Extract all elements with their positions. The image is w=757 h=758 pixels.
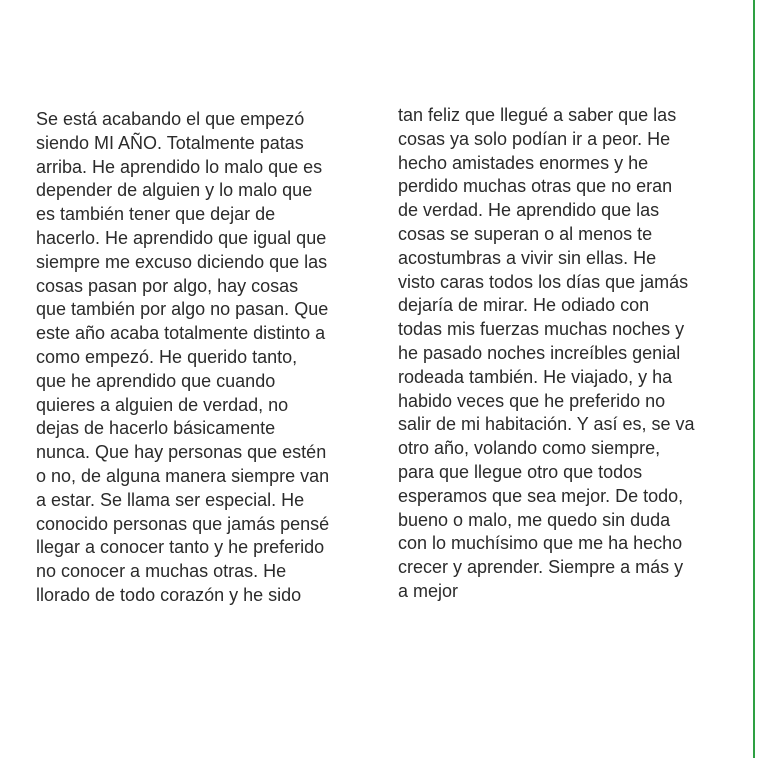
text-line: salir de mi habitación. Y así es, se va	[398, 414, 695, 435]
text-line: tan feliz que llegué a saber que las	[398, 105, 677, 125]
text-line: conocido personas que jamás pensé	[36, 513, 330, 534]
text-line: a estar. Se llama ser especial. He	[36, 489, 305, 510]
text-line: arriba. He aprendido lo malo que es	[36, 156, 323, 177]
text-line: dejas de hacerlo básicamente	[36, 418, 276, 439]
text-line: no conocer a muchas otras. He	[36, 561, 287, 582]
text-line: cosas pasan por algo, hay cosas	[36, 275, 299, 296]
text-line: cosas ya solo podían ir a peor. He	[398, 128, 671, 149]
text-line: bueno o malo, me quedo sin duda	[398, 509, 671, 530]
text-line: a mejor	[398, 580, 459, 601]
text-line: visto caras todos los días que jamás	[398, 271, 689, 292]
text-line: con lo muchísimo que me ha hecho	[398, 533, 683, 554]
text-line: esperamos que sea mejor. De todo,	[398, 485, 684, 506]
text-line: siendo MI AÑO. Totalmente patas	[36, 132, 304, 153]
text-line: rodeada también. He viajado, y ha	[398, 366, 673, 387]
text-line: nunca. Que hay personas que estén	[36, 442, 327, 463]
text-line: como empezó. He querido tanto,	[36, 346, 298, 367]
text-line: depender de alguien y lo malo que	[36, 180, 313, 201]
text-line: para que llegue otro que todos	[398, 461, 643, 482]
left-text-column	[36, 108, 386, 608]
text-line: crecer y aprender. Siempre a más y	[398, 557, 684, 578]
text-line: siempre me excuso diciendo que las	[36, 251, 328, 272]
text-line: perdido muchas otras que no eran	[398, 176, 673, 197]
text-line: llorado de todo corazón y he sido	[36, 584, 302, 605]
right-text-column	[398, 104, 738, 604]
text-line: he pasado noches increíbles genial	[398, 342, 681, 363]
text-line: dejaría de mirar. He odiado con	[398, 295, 650, 316]
text-line: quieres a alguien de verdad, no	[36, 394, 289, 415]
text-line: este año acaba totalmente distinto a	[36, 323, 326, 344]
text-line: acostumbras a vivir sin ellas. He	[398, 247, 657, 268]
text-line: habido veces que he preferido no	[398, 390, 666, 411]
text-line: hacerlo. He aprendido que igual que	[36, 227, 327, 248]
text-line: que he aprendido que cuando	[36, 370, 276, 391]
text-line: Se está acabando el que empezó	[36, 109, 305, 129]
right-edge-line	[753, 0, 755, 758]
text-line: de verdad. He aprendido que las	[398, 200, 660, 221]
text-line: es también tener que dejar de	[36, 204, 276, 225]
text-line: que también por algo no pasan. Que	[36, 299, 329, 320]
text-line: llegar a conocer tanto y he preferido	[36, 537, 325, 558]
text-line: otro año, volando como siempre,	[398, 438, 661, 459]
text-line: o no, de alguna manera siempre van	[36, 465, 330, 486]
text-line: todas mis fuerzas muchas noches y	[398, 319, 685, 340]
text-line: cosas se superan o al menos te	[398, 223, 653, 244]
text-line: hecho amistades enormes y he	[398, 152, 649, 173]
